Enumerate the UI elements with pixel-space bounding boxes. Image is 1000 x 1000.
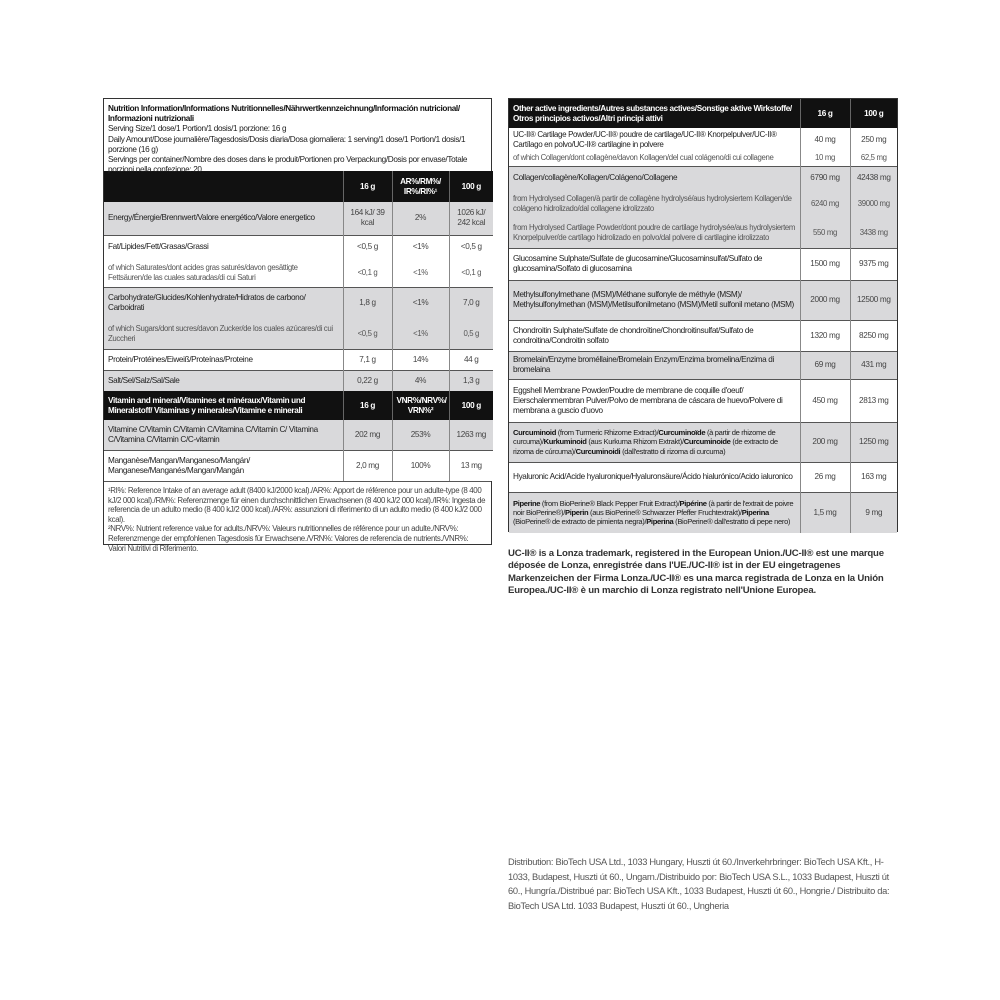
row-value-nrv: 253%: [392, 420, 449, 450]
row-value-ar: <1%: [392, 259, 449, 287]
row-value-100g: 2813 mg: [850, 379, 897, 422]
active-ingredients-table: [509, 99, 897, 533]
col-16g: 16 g: [800, 99, 850, 128]
row-value-ar: <1%: [392, 235, 449, 259]
curcuminoid-label: Curcuminoid (from Turmeric Rhizome Extract)/Curcuminoïde (à partir de rhizome de curcuma)/Kurkuminoid (aus Kurkuma Rhizom Extrakt)/Curcuminoide (de extracto de rizoma de cúrcuma)/Curcuminoidi (dall'estratto di rizoma di curcuma): [509, 422, 800, 462]
row-value-100g: 9 mg: [850, 492, 897, 533]
row-label: UC-II® Cartilage Powder/UC-II® poudre de cartilage/UC-II® Knorpelpulver/UC-II® Cartílago en polvo/UC-II® cartilagine in polvere: [509, 128, 800, 151]
table-row: [509, 190, 897, 218]
row-label: Carbohydrate/Glucides/Kohlenhydrate/Hidratos de carbono/ Carboidrati: [104, 287, 343, 319]
row-value-16g: 0,22 g: [343, 370, 392, 391]
row-value-100g: <0,5 g: [449, 235, 493, 259]
col-100g: 100 g: [449, 391, 493, 420]
row-value-100g: 13 mg: [449, 450, 493, 481]
row-label: of which Sugars/dont sucres/davon Zucker/de los cuales azúcares/di cui Zuccheri: [104, 319, 343, 349]
table-row: [509, 320, 897, 351]
nutrition-title: Nutrition Information/Informations Nutritionnelles/Nährwertkennzeichnung/Información nutricional/ Informazioni nutrizionali: [108, 104, 460, 124]
table-row: [509, 166, 897, 190]
table-row: [509, 280, 897, 320]
serving-size: Serving Size/1 dose/1 Portion/1 dosis/1 porzione: 16 g: [108, 124, 287, 134]
row-value-16g: 10 mg: [800, 151, 850, 166]
row-value-100g: <0,1 g: [449, 259, 493, 287]
table-row: [509, 351, 897, 379]
daily-amount: Daily Amount/Dose journalière/Tagesdosis/Dosis diaria/Dosa giornaliera: 1 serving/1 dose/1 Portion/1 dosis/1 porzione (16 g): [108, 134, 466, 154]
table-row: [509, 151, 897, 166]
table-row: [104, 420, 493, 450]
table-row: [104, 259, 493, 287]
active-ingredients-panel: [508, 98, 898, 532]
row-label: Energy/Énergie/Brennwert/Valore energético/Valore energetico: [104, 202, 343, 235]
row-value-100g: 12500 mg: [850, 280, 897, 320]
table-row: [509, 379, 897, 422]
row-value-16g: 69 mg: [800, 351, 850, 379]
nutrition-table-header: [104, 171, 493, 202]
row-value-16g: 2000 mg: [800, 280, 850, 320]
row-value-16g: 1,8 g: [343, 287, 392, 319]
row-value-16g: 200 mg: [800, 422, 850, 462]
row-label: Manganèse/Mangan/Manganeso/Mangán/ Manganese/Manganés/Mangan/Mangán: [104, 450, 343, 481]
row-value-ar: 2%: [392, 202, 449, 235]
row-value-16g: 1500 mg: [800, 248, 850, 280]
table-row: [509, 422, 897, 462]
row-value-16g: <0,5 g: [343, 235, 392, 259]
row-value-16g: 1,5 mg: [800, 492, 850, 533]
row-value-100g: 7,0 g: [449, 287, 493, 319]
col-ar-percent: AR%/RM%/ IR%/RI%¹: [392, 171, 449, 202]
active-header-label: Other active ingredients/Autres substances actives/Sonstige aktive Wirkstoffe/ Otros principios activos/Altri principi attivi: [509, 99, 800, 128]
col-nrv-percent: VNR%/NRV%/ VRN%²: [392, 391, 449, 420]
row-value-16g: 6240 mg: [800, 190, 850, 218]
nutrition-table: [104, 171, 493, 481]
distribution-info: Distribution: BioTech USA Ltd., 1033 Hungary, Huszti út 60./Inverkehrbringer: BioTech USA Kft., H-1033, Budapest, Huszti út 60., Ungarn./Distribuido por: BioTech USA S.L., 1033 Budapest, Huszti út 60., Hungría./Distribué par: BioTech USA Kft., 1033 Budapest, Huszti út 60., Hongrie./ Distribuito da: BioTech USA Ltd. 1033 Budapest, Huszti út 60., Ungheria: [508, 857, 890, 911]
row-label: Chondroitin Sulphate/Sulfate de chondroïtine/Chondroitinsulfat/Sulfato de condroitina/Condroitin solfato: [509, 320, 800, 351]
trademark-note: UC-II® is a Lonza trademark, registered in the European Union./UC-II® est une marque déposée de Lonza, enregistrée dans l'UE./UC-II® ist in der EU eingetragenes Markenzeichen der Firma Lonza./UC-II® es una marca registrada de Lonza en la Unión Europea./UC-II® è un marchio di Lonza registrato nell'Unione Europea.: [508, 548, 884, 597]
row-value-100g: 163 mg: [850, 462, 897, 492]
row-value-16g: 1320 mg: [800, 320, 850, 351]
col-16g: 16 g: [343, 171, 392, 202]
row-value-100g: 8250 mg: [850, 320, 897, 351]
row-value-100g: 9375 mg: [850, 248, 897, 280]
active-table-header: [509, 99, 897, 128]
row-value-16g: 202 mg: [343, 420, 392, 450]
footnote-2: ²NRV%: Nutrient reference value for adults./NRV%: Valeurs nutritionnelles de référence pour un adulte./NRV%: Referenzmenge der empfohlenen Tagesdosis für Erwachsene./VRN%: Valores de referencia de nutrients./VNR%: Valori Nutritivi di Riferimento.: [108, 524, 469, 553]
row-value-100g: 3438 mg: [850, 218, 897, 248]
row-value-16g: 26 mg: [800, 462, 850, 492]
row-value-100g: 44 g: [449, 349, 493, 370]
col-100g: 100 g: [850, 99, 897, 128]
row-value-ar: <1%: [392, 287, 449, 319]
row-value-100g: 62,5 mg: [850, 151, 897, 166]
table-row: [104, 235, 493, 259]
row-label: Protein/Protéines/Eiweiß/Proteínas/Proteine: [104, 349, 343, 370]
footnote-1: ¹RI%: Reference Intake of an average adult (8400 kJ/2000 kcal)./AR%: Apport de référence pour un adulte-type (8 400 kJ/2 000 kcal)./RM%: Referenzmenge für einen durchschnittlichen Erwachsenen (8 400 kJ/2 000 kcal)./IR%: Ingesta de referencia de un adulto medio (8 400 kJ/2 000 kcal)./AR%: assunzioni di riferimento di un adulto medio (8 400 kJ/2 000 kcal).: [108, 486, 486, 524]
table-row: [509, 218, 897, 248]
row-label: from Hydrolysed Collagen/à partir de collagène hydrolysé/aus hydrolysiertem Kollagen/de colágeno hidrolizado/dal collagene idrolizzato: [509, 190, 800, 218]
table-row: [104, 349, 493, 370]
row-value-16g: 7,1 g: [343, 349, 392, 370]
row-value-100g: 0,5 g: [449, 319, 493, 349]
nutrition-header: [104, 99, 491, 175]
table-row: [509, 248, 897, 280]
row-value-100g: 431 mg: [850, 351, 897, 379]
row-label: of which Saturates/dont acides gras saturés/davon gesättigte Fettsäuren/de las cuales saturadas/di cui Saturi: [104, 259, 343, 287]
table-row: [509, 492, 897, 533]
row-label: Methylsulfonylmethane (MSM)/Méthane sulfonyle de méthyle (MSM)/ Methylsulfonylmethan (MSM)/Metilsulfonilmetano (MSM)/Metil sulfonil metano (MSM): [509, 280, 800, 320]
table-row: [104, 370, 493, 391]
servings-per-container: Servings per container/Nombre des doses dans le produit/Portionen pro Verpackung/Dosis por envase/Totale porzioni nella confezione: 20: [108, 155, 468, 175]
row-label: of which Collagen/dont collagène/davon Kollagen/del cual colágeno/di cui collagene: [509, 151, 800, 166]
vitamin-header-label: Vitamin and mineral/Vitamines et minéraux/Vitamin und Mineralstoff/ Vitaminas y minerales/Vitamine e minerali: [104, 391, 343, 420]
table-row: [104, 287, 493, 319]
row-value-100g: 250 mg: [850, 128, 897, 151]
vitamin-table-header: [104, 391, 493, 420]
row-value-ar: 14%: [392, 349, 449, 370]
row-value-16g: 2,0 mg: [343, 450, 392, 481]
col-100g: 100 g: [449, 171, 493, 202]
row-value-100g: 1250 mg: [850, 422, 897, 462]
row-value-100g: 39000 mg: [850, 190, 897, 218]
row-label: Salt/Sel/Salz/Sal/Sale: [104, 370, 343, 391]
table-row: [104, 202, 493, 235]
table-row: [104, 319, 493, 349]
row-value-100g: 42438 mg: [850, 166, 897, 190]
row-value-100g: 1026 kJ/ 242 kcal: [449, 202, 493, 235]
col-16g: 16 g: [343, 391, 392, 420]
row-value-16g: 550 mg: [800, 218, 850, 248]
row-value-16g: 40 mg: [800, 128, 850, 151]
row-label: Hyaluronic Acid/Acide hyaluronique/Hyaluronsäure/Ácido hialurónico/Acido ialuronico: [509, 462, 800, 492]
footnotes: [104, 481, 491, 557]
row-value-nrv: 100%: [392, 450, 449, 481]
row-value-ar: <1%: [392, 319, 449, 349]
table-row: [104, 450, 493, 481]
row-value-100g: 1,3 g: [449, 370, 493, 391]
row-value-ar: 4%: [392, 370, 449, 391]
row-value-16g: <0,1 g: [343, 259, 392, 287]
row-value-16g: <0,5 g: [343, 319, 392, 349]
row-label: Vitamine C/Vitamin C/Vitamin C/Vitamina C/Vitamin C/ Vitamina C/Vitamina C/Vitamin C/C-vitamin: [104, 420, 343, 450]
piperine-label: Piperine (from BioPerine® Black Pepper Fruit Extract)/Pipérine (à partir de l'extrait de poivre noir BioPerine®)/Piperin (aus BioPerine® Schwarzer Pfeffer Fruchtextrakt)/Piperina (BioPerine® de extracto de pimienta negra)/Piperina (BioPerine® dall'estratto di pepe nero): [509, 492, 800, 533]
table-row: [509, 462, 897, 492]
row-label: Collagen/collagène/Kollagen/Colágeno/Collagene: [509, 166, 800, 190]
row-label: Glucosamine Sulphate/Sulfate de glucosamine/Glucosaminsulfat/Sulfato de glucosamina/Solfato di glucosamina: [509, 248, 800, 280]
row-value-16g: 6790 mg: [800, 166, 850, 190]
nutrition-panel: [103, 98, 492, 553]
row-value-100g: 1263 mg: [449, 420, 493, 450]
row-label: Bromelain/Enzyme broméllaine/Bromelain Enzym/Enzima bromelina/Enzima di bromelaina: [509, 351, 800, 379]
row-label: from Hydrolysed Cartilage Powder/dont poudre de cartilage hydrolysée/aus hydrolysiertem Knorpelpulver/de cartílago hidrolizado en polvo/dal polvere di cartilagine idrolizzato: [509, 218, 800, 248]
row-value-16g: 164 kJ/ 39 kcal: [343, 202, 392, 235]
row-label: Fat/Lipides/Fett/Grasas/Grassi: [104, 235, 343, 259]
row-value-16g: 450 mg: [800, 379, 850, 422]
table-row: [509, 128, 897, 151]
row-label: Eggshell Membrane Powder/Poudre de membrane de coquille d'oeuf/ Eierschalenmembran Pulver/Polvo de membrana de cáscara de huevo/Polvere di membrana a guscio d'uovo: [509, 379, 800, 422]
